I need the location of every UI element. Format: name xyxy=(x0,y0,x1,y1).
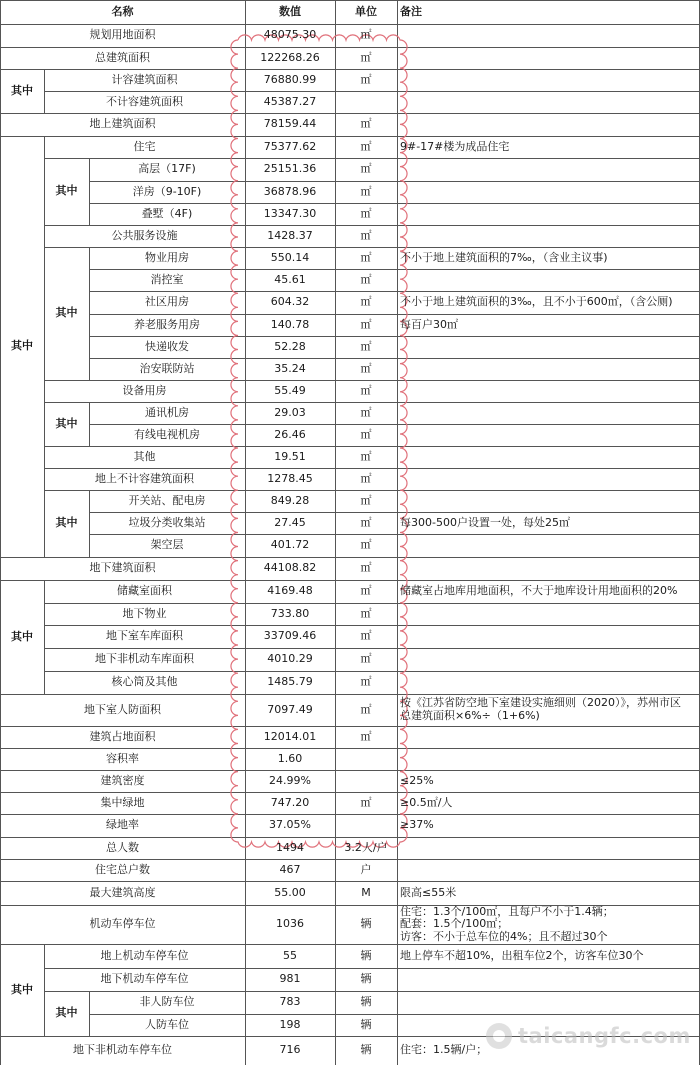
row-unit: ㎡ xyxy=(360,729,372,743)
row-remark xyxy=(397,225,700,247)
row-name: 公共服务设施 xyxy=(111,228,178,242)
row-remark xyxy=(397,694,700,726)
row-name: 物业用房 xyxy=(145,250,189,264)
row-value: 733.80 xyxy=(270,606,310,620)
row-value: 55 xyxy=(283,948,297,962)
row-unit: ㎡ xyxy=(360,675,372,689)
row-name: 地下非机动车库面积 xyxy=(95,652,194,666)
header-name: 名称 xyxy=(111,4,134,18)
row-value: 25151.36 xyxy=(263,162,317,176)
row-name: 高层（17F) xyxy=(138,162,196,176)
row-remark xyxy=(397,158,700,181)
row-value: 76880.99 xyxy=(263,72,317,86)
row-name: 地上不计容建筑面积 xyxy=(95,471,194,485)
row-unit: ㎡ xyxy=(360,206,372,220)
row-name: 地下室车库面积 xyxy=(106,629,183,643)
row-remark xyxy=(397,136,700,158)
row-name: 地下室人防面积 xyxy=(84,702,161,716)
row-name: 容积率 xyxy=(106,751,139,765)
row-unit: 辆 xyxy=(360,917,372,931)
remark-line: 地上停车不超10%，出租车位2个，访客车位30个 xyxy=(400,948,644,962)
row-value: 48075.30 xyxy=(263,28,317,42)
row-unit: ㎡ xyxy=(360,561,372,575)
row-value: 716 xyxy=(279,1043,301,1057)
row-name: 住宅 xyxy=(133,139,156,153)
row-unit: 户 xyxy=(360,862,372,876)
row-remark xyxy=(397,69,700,91)
row-unit: ㎡ xyxy=(360,162,372,176)
row-unit: ㎡ xyxy=(360,72,372,86)
row-value: 12014.01 xyxy=(263,729,317,743)
row-name: 地下机动车停车位 xyxy=(100,972,189,986)
row-value: 981 xyxy=(279,972,301,986)
row-remark xyxy=(397,534,700,557)
row-name: 计容建筑面积 xyxy=(111,72,178,86)
row-value: 849.28 xyxy=(270,493,310,507)
row-unit: ㎡ xyxy=(360,427,372,441)
row-remark xyxy=(397,47,700,69)
row-name: 其他 xyxy=(133,449,156,463)
group-label-qizhong: 其中 xyxy=(55,306,78,320)
row-remark xyxy=(397,113,700,136)
row-value: 550.14 xyxy=(270,250,310,264)
row-remark xyxy=(397,944,700,968)
row-name: 建筑密度 xyxy=(100,773,145,787)
row-value: 1494 xyxy=(276,840,304,854)
remark-line: 储藏室占地库用地面积，不大于地库设计用地面积的20% xyxy=(400,584,678,598)
group-label-qizhong: 其中 xyxy=(11,339,33,353)
row-value: 783 xyxy=(279,995,301,1009)
row-remark xyxy=(397,748,700,770)
row-unit: 辆 xyxy=(360,1043,372,1057)
row-name: 通讯机房 xyxy=(145,405,189,419)
row-unit: ㎡ xyxy=(360,405,372,419)
row-value: 52.28 xyxy=(274,339,306,353)
row-value: 55.49 xyxy=(274,383,306,397)
row-value: 1485.79 xyxy=(267,675,313,689)
remark-line: ≤25% xyxy=(400,773,434,787)
remark-line: 不小于地上建筑面积的7‰，（含业主议事) xyxy=(400,250,608,264)
row-unit: ㎡ xyxy=(360,139,372,153)
row-name: 消控室 xyxy=(150,272,184,286)
row-value: 75377.62 xyxy=(263,139,317,153)
row-unit: ㎡ xyxy=(360,361,372,375)
row-remark xyxy=(397,726,700,748)
row-unit: ㎡ xyxy=(360,28,372,42)
row-remark xyxy=(397,905,700,944)
row-name: 地上机动车停车位 xyxy=(100,948,189,962)
row-name: 地上建筑面积 xyxy=(89,117,156,131)
row-unit: ㎡ xyxy=(360,471,372,485)
row-name: 开关站、配电房 xyxy=(128,493,206,507)
remark-line: 限高≤55米 xyxy=(400,885,457,899)
header-value: 数值 xyxy=(279,4,301,18)
row-remark xyxy=(397,648,700,671)
row-remark xyxy=(397,269,700,291)
row-remark xyxy=(397,380,700,402)
row-unit: 辆 xyxy=(360,1017,372,1031)
row-value: 37.05% xyxy=(269,818,311,832)
row-name: 垃圾分类收集站 xyxy=(128,515,206,529)
row-unit: ㎡ xyxy=(360,339,372,353)
remark-line: 访客：不小于总车位的4%；且不超过30个 xyxy=(400,929,608,943)
row-remark xyxy=(397,24,700,47)
row-name: 养老服务用房 xyxy=(134,317,200,331)
row-unit: ㎡ xyxy=(360,702,372,716)
row-name: 集中绿地 xyxy=(100,795,145,809)
group-label-qizhong: 其中 xyxy=(55,516,78,530)
row-unit: ㎡ xyxy=(360,184,372,198)
row-unit xyxy=(335,814,397,837)
row-remark xyxy=(397,468,700,490)
row-remark xyxy=(397,512,700,534)
row-remark xyxy=(397,446,700,468)
row-value: 747.20 xyxy=(270,795,310,809)
row-remark xyxy=(397,603,700,625)
row-unit: ㎡ xyxy=(360,250,372,264)
row-remark xyxy=(397,291,700,314)
remark-line: 每百户30㎡ xyxy=(400,317,458,331)
row-value: 198 xyxy=(279,1017,301,1031)
row-name: 储藏室面积 xyxy=(117,584,172,598)
remark-line: 住宅：1.5辆/户； xyxy=(400,1043,488,1057)
row-value: 1.60 xyxy=(277,751,303,765)
row-value: 35.24 xyxy=(274,361,306,375)
row-unit: ㎡ xyxy=(360,295,372,309)
row-value: 55.00 xyxy=(274,885,306,899)
row-unit: 辆 xyxy=(360,948,372,962)
row-unit: 3.2人/户 xyxy=(344,840,388,854)
row-unit xyxy=(335,91,397,113)
row-name: 快递收发 xyxy=(145,339,189,353)
row-remark xyxy=(397,424,700,446)
row-name: 洋房（9-10F) xyxy=(132,184,202,198)
row-value: 27.45 xyxy=(274,515,306,529)
remark-line: 总建筑面积×6%÷（1+6%) xyxy=(400,709,540,722)
row-name: 社区用房 xyxy=(145,295,189,309)
row-value: 1278.45 xyxy=(267,471,313,485)
row-unit: 辆 xyxy=(360,995,372,1009)
row-name: 最大建筑高度 xyxy=(89,885,156,899)
row-name: 叠墅（4F) xyxy=(141,206,193,220)
row-unit: ㎡ xyxy=(360,652,372,666)
row-value: 1036 xyxy=(276,917,304,931)
row-value: 4010.29 xyxy=(267,652,313,666)
row-remark xyxy=(397,181,700,203)
row-unit: ㎡ xyxy=(360,317,372,331)
group-label-qizhong: 其中 xyxy=(11,982,33,996)
row-unit: ㎡ xyxy=(360,117,372,131)
row-remark xyxy=(397,814,700,837)
group-label-qizhong: 其中 xyxy=(55,1006,78,1020)
remark-line: 9#-17#楼为成品住宅 xyxy=(400,139,510,153)
row-name: 设备用房 xyxy=(122,383,167,397)
row-remark xyxy=(397,991,700,1014)
row-value: 13347.30 xyxy=(263,206,317,220)
row-name: 地下非机动车停车位 xyxy=(73,1043,172,1057)
row-remark xyxy=(397,490,700,512)
remark-line: 每300-500户设置一处，每处25㎡ xyxy=(400,515,570,529)
row-value: 26.46 xyxy=(274,427,306,441)
row-name: 架空层 xyxy=(150,538,184,552)
row-remark xyxy=(397,881,700,905)
row-value: 45387.27 xyxy=(263,94,317,108)
row-name: 地下物业 xyxy=(122,606,167,620)
header-remark: 备注 xyxy=(400,4,422,18)
row-unit: ㎡ xyxy=(360,538,372,552)
row-name: 总人数 xyxy=(106,840,139,854)
row-unit: ㎡ xyxy=(360,272,372,286)
row-value: 7097.49 xyxy=(267,702,313,716)
remark-line: 住宅：1.3个/100㎡，且每户不小于1.4辆； xyxy=(400,905,614,918)
row-value: 36878.96 xyxy=(263,184,317,198)
row-unit: 辆 xyxy=(360,972,372,986)
row-unit: ㎡ xyxy=(360,606,372,620)
row-unit xyxy=(335,748,397,770)
row-unit: ㎡ xyxy=(360,449,372,463)
row-name: 非人防车位 xyxy=(139,995,195,1009)
row-unit: ㎡ xyxy=(360,515,372,529)
row-value: 24.99% xyxy=(269,773,311,787)
row-unit: ㎡ xyxy=(360,50,372,64)
row-value: 401.72 xyxy=(270,538,310,552)
row-unit: ㎡ xyxy=(360,383,372,397)
row-name: 核心筒及其他 xyxy=(111,675,178,689)
remark-line: 按《江苏省防空地下室建设实施细则（2020）》，苏州市区 xyxy=(400,696,681,710)
row-value: 44108.82 xyxy=(263,561,317,575)
row-remark xyxy=(397,671,700,694)
row-remark xyxy=(397,770,700,792)
row-remark xyxy=(397,91,700,113)
row-value: 467 xyxy=(279,862,301,876)
group-label-qizhong: 其中 xyxy=(11,83,33,97)
row-name: 人防车位 xyxy=(145,1017,189,1031)
row-name: 住宅总户数 xyxy=(95,862,150,876)
row-value: 33709.46 xyxy=(263,629,317,643)
row-value: 78159.44 xyxy=(263,117,317,131)
row-value: 122268.26 xyxy=(260,50,320,64)
row-value: 1428.37 xyxy=(267,228,313,242)
row-unit: ㎡ xyxy=(360,629,372,643)
row-unit: M xyxy=(361,885,371,899)
row-remark xyxy=(397,358,700,380)
site-watermark xyxy=(486,1018,700,1054)
row-remark xyxy=(397,314,700,336)
row-name: 绿地率 xyxy=(106,818,139,832)
row-unit xyxy=(335,770,397,792)
watermark-logo-icon xyxy=(486,1023,512,1049)
row-unit: ㎡ xyxy=(360,584,372,598)
row-name: 建筑占地面积 xyxy=(89,729,156,743)
group-label-qizhong: 其中 xyxy=(11,629,33,643)
row-remark xyxy=(397,837,700,859)
remark-line: ≥0.5㎡/人 xyxy=(400,795,453,809)
watermark-text: taicangfc.com xyxy=(518,1024,691,1048)
row-value: 45.61 xyxy=(274,272,306,286)
row-name: 治安联防站 xyxy=(139,361,195,375)
remark-line: ≥37% xyxy=(400,818,434,832)
row-unit: ㎡ xyxy=(360,228,372,242)
row-remark xyxy=(397,580,700,603)
remark-line: 不小于地上建筑面积的3‰，且不小于600㎡，（含公厕) xyxy=(400,295,673,309)
row-name: 规划用地面积 xyxy=(89,28,156,42)
row-remark xyxy=(397,247,700,269)
row-remark xyxy=(397,402,700,424)
group-label-qizhong: 其中 xyxy=(55,416,78,430)
row-value: 140.78 xyxy=(270,317,310,331)
row-name: 不计容建筑面积 xyxy=(106,94,183,108)
row-remark xyxy=(397,859,700,881)
row-name: 地下建筑面积 xyxy=(89,561,156,575)
row-value: 29.03 xyxy=(274,405,306,419)
row-unit: ㎡ xyxy=(360,493,372,507)
row-remark xyxy=(397,625,700,648)
row-remark xyxy=(397,968,700,991)
row-name: 机动车停车位 xyxy=(89,917,156,931)
row-name: 有线电视机房 xyxy=(134,427,200,441)
group-label-qizhong: 其中 xyxy=(55,184,78,198)
row-value: 4169.48 xyxy=(267,584,313,598)
row-remark xyxy=(397,792,700,814)
row-remark xyxy=(397,203,700,225)
row-remark xyxy=(397,557,700,580)
row-value: 604.32 xyxy=(270,295,310,309)
row-value: 19.51 xyxy=(274,449,306,463)
row-remark xyxy=(397,336,700,358)
row-unit: ㎡ xyxy=(360,795,372,809)
header-unit: 单位 xyxy=(355,4,377,18)
row-name: 总建筑面积 xyxy=(95,50,150,64)
remark-line: 配套：1.5个/100㎡； xyxy=(400,917,509,931)
